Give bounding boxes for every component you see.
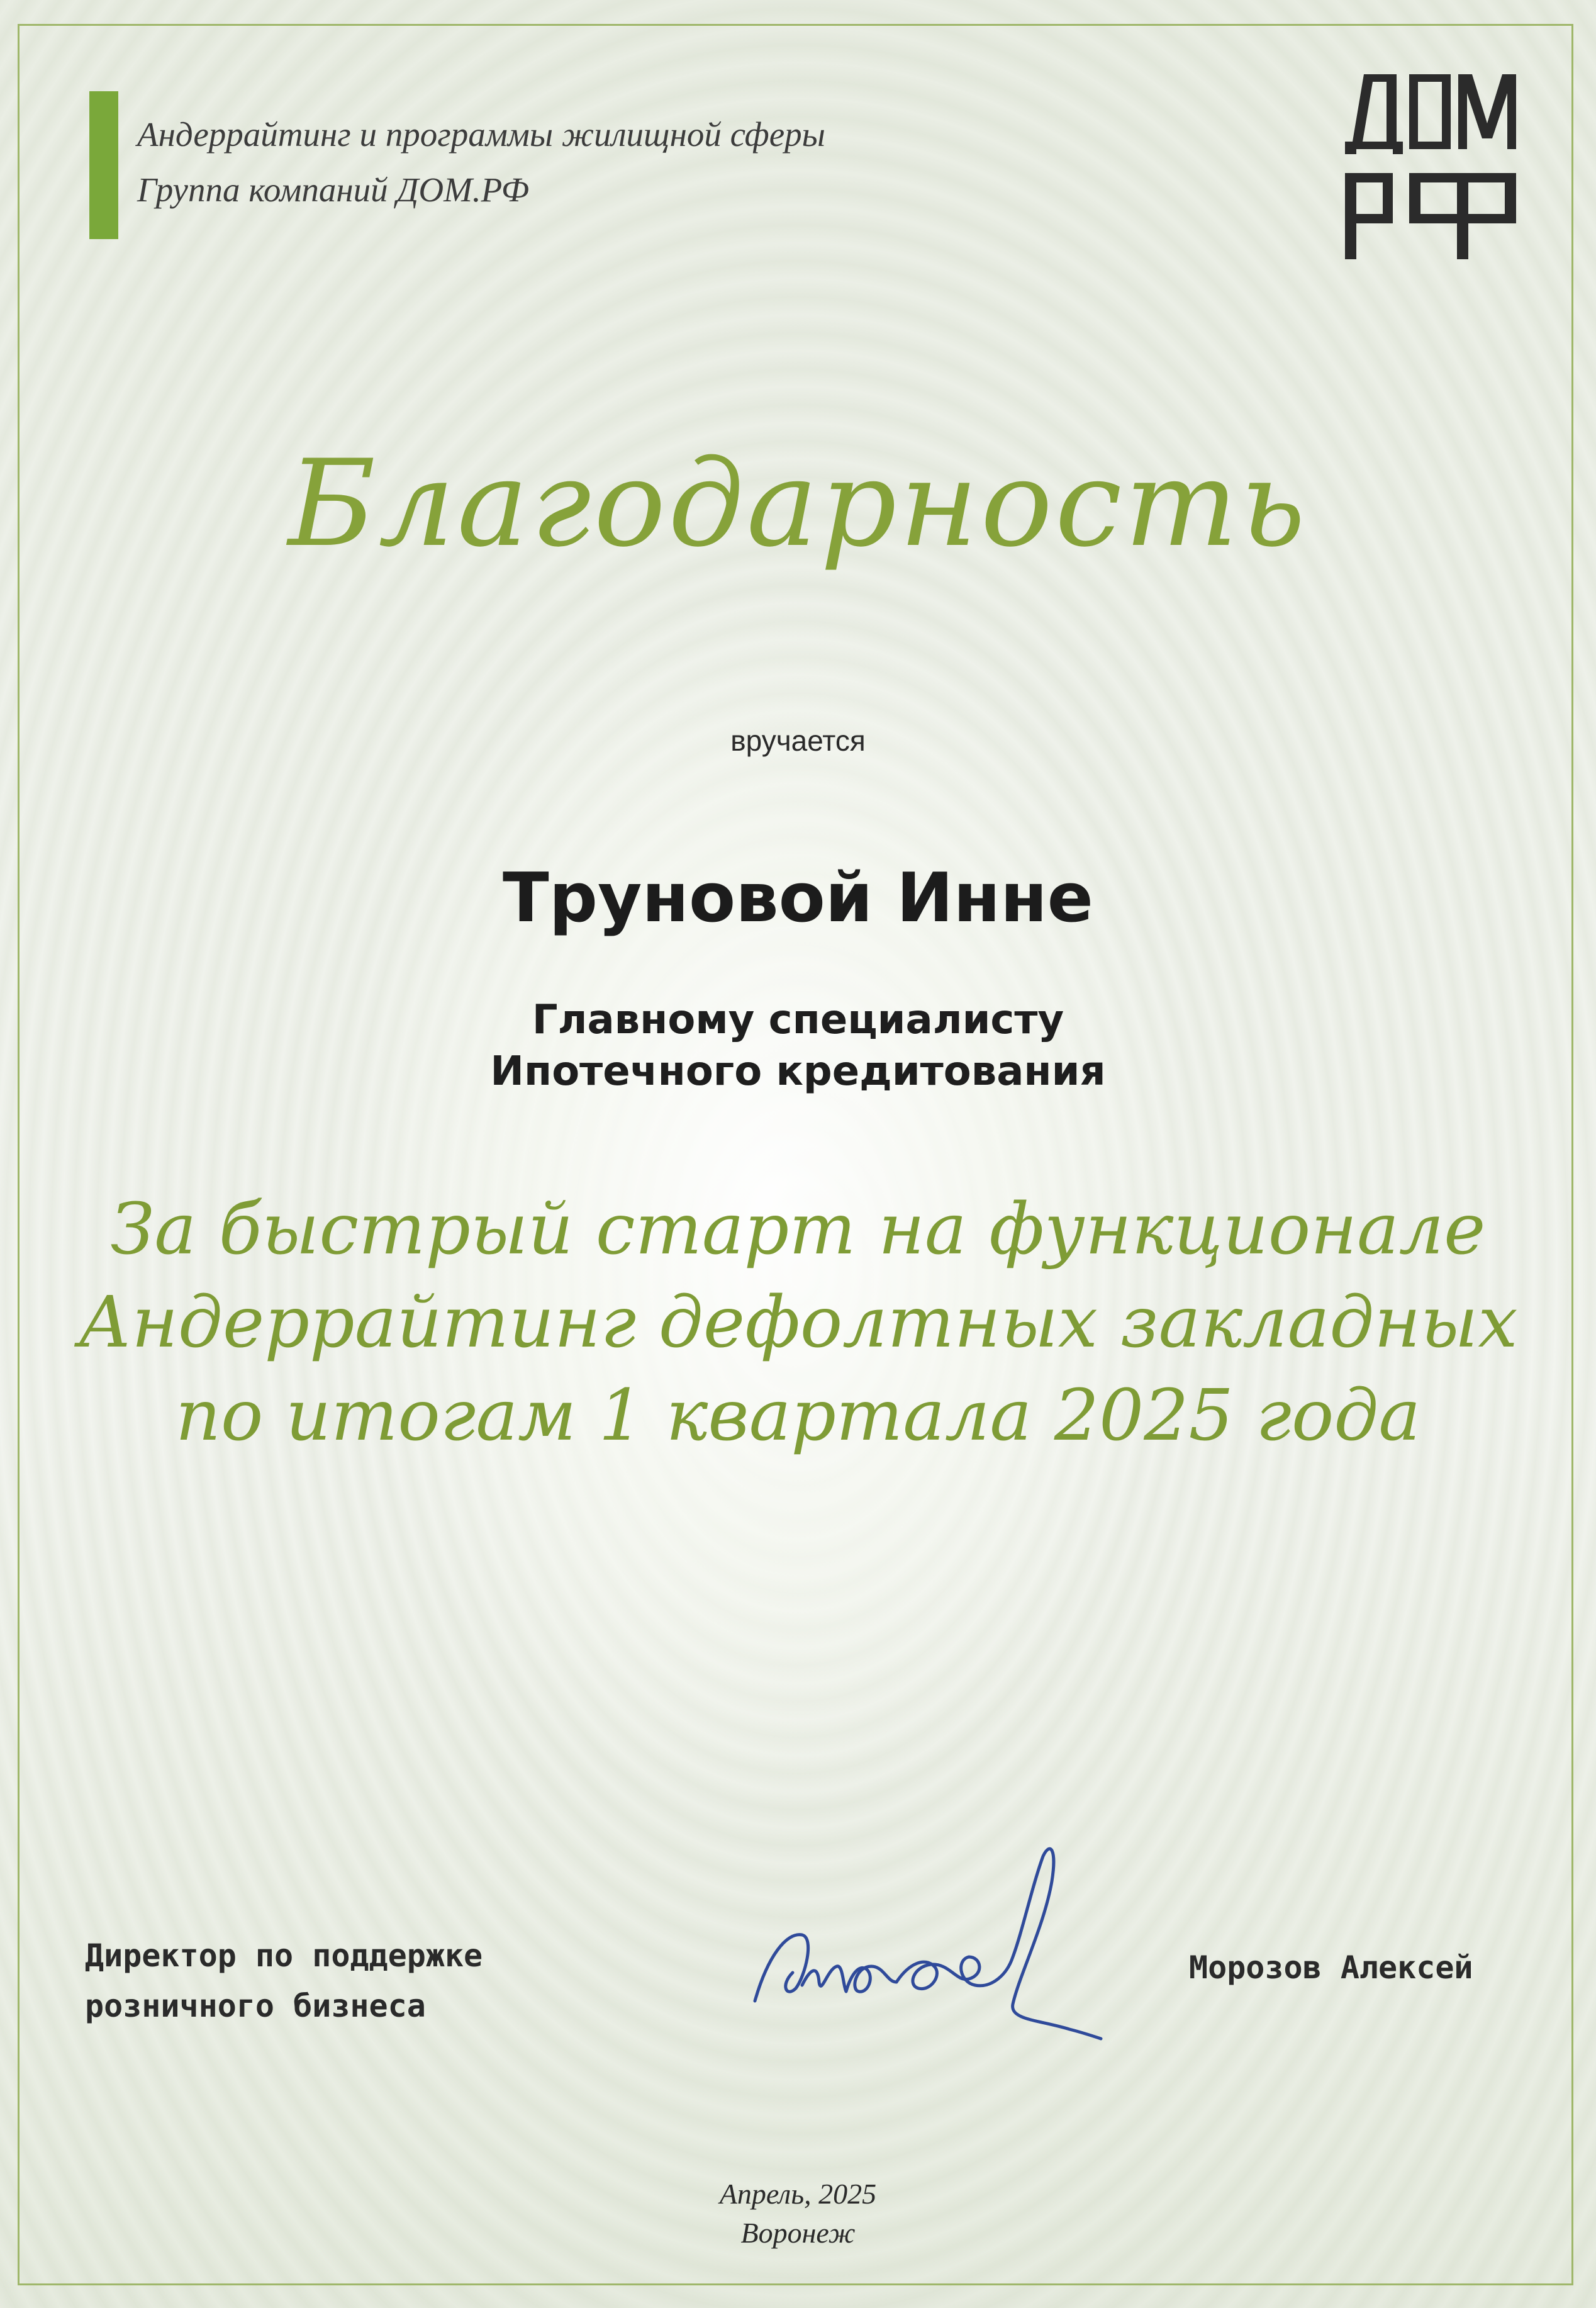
issue-city: Воронеж	[740, 2217, 856, 2249]
reason-line-1: За быстрый старт на функционале	[110, 1189, 1486, 1270]
signatory-role	[85, 1930, 483, 2031]
recipient-position	[0, 994, 1596, 1097]
organization-block	[137, 107, 825, 218]
position-line-1: Главному специалисту	[532, 997, 1064, 1043]
reason-line-2: Андеррайтинг дефолтных закладных	[78, 1282, 1518, 1364]
position-line-2: Ипотечного кредитования	[490, 1048, 1106, 1095]
certificate-title: Благодарность	[287, 434, 1309, 573]
recipient-name: Труновой Инне	[503, 859, 1093, 938]
header-accent-bar	[89, 91, 118, 239]
reason-line-3: по итогам 1 квартала 2025 года	[175, 1375, 1421, 1457]
signatory-name: Морозов Алексей	[1189, 1949, 1473, 1986]
handwritten-signature	[742, 1831, 1120, 2058]
award-reason	[0, 1183, 1596, 1462]
certificate-footer	[0, 2175, 1596, 2253]
dom-rf-logo	[1339, 63, 1543, 271]
signatory-role-line-2: розничного бизнеса	[85, 1988, 426, 2024]
issue-date: Апрель, 2025	[719, 2178, 877, 2210]
organization-line-2: Группа компаний ДОМ.РФ	[137, 171, 529, 209]
awarded-label: вручается	[730, 724, 866, 757]
signatory-role-line-1: Директор по поддержке	[85, 1937, 483, 1974]
organization-line-1: Андеррайтинг и программы жилищной сферы	[137, 115, 825, 154]
